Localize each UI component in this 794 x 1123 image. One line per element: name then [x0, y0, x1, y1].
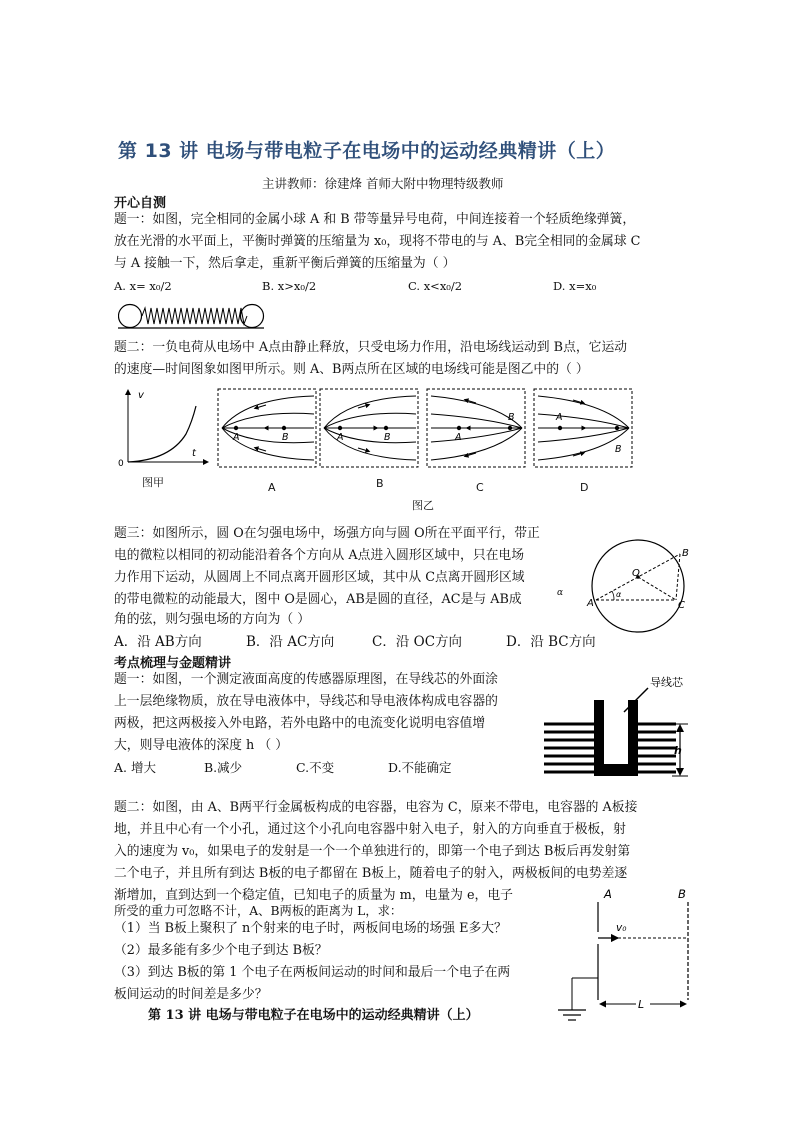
segment-oc: [638, 577, 676, 600]
q5-line-3: 入的速度为 v₀，如果电子的发射是一个一个单独进行的，即第一个电子到达 B板后再发射第: [114, 844, 631, 859]
q4-option-d: D.不能确定: [388, 760, 452, 775]
q1-option-d: D. x=x₀: [553, 279, 597, 293]
q2-line-1: 题二：一负电荷从电场中 A点由静止释放，只受电场力作用，沿电场线运动到 B点，它运动: [114, 340, 628, 355]
caption-jia: 图甲: [142, 476, 164, 489]
depth-label: h: [674, 744, 682, 757]
caption-yi: 图乙: [412, 499, 434, 512]
panel-label-d: D: [580, 481, 589, 494]
q5-line-9: （3）到达 B板的第 1 个电子在两板间运动的时间和最后一个电子在两: [114, 965, 511, 980]
panel-d: [534, 389, 632, 467]
insulated-core: [594, 700, 638, 776]
panel-c-point-a: A: [455, 432, 462, 443]
wire-core-label: 导线芯: [650, 676, 683, 689]
q4-option-c: C.不变: [296, 760, 335, 775]
q5-line-8: （2）最多能有多少个电子到达 B板？: [114, 943, 328, 958]
q3-option-b: B．沿 AC方向: [246, 634, 335, 650]
page-footer: 第 13 讲 电场与带电粒子在电场中的运动经典精讲（上）: [148, 1008, 479, 1023]
fig-label-a: A: [587, 598, 594, 609]
q1-line-2: 放在光滑的水平面上，平衡时弹簧的压缩量为 x₀，现将不带电的与 A、B完全相同的金属球 C: [114, 234, 641, 249]
v0-label: v₀: [616, 922, 627, 934]
section-heading-self-test: 开心自测: [114, 196, 167, 211]
distance-l-label: L: [638, 998, 645, 1011]
page-title: 第 13 讲 电场与带电粒子在电场中的运动经典精讲（上）: [118, 140, 616, 162]
q1-option-b: B. x>x₀/2: [262, 279, 317, 293]
q3-option-a: A．沿 AB方向: [114, 634, 202, 650]
panel-label-c: C: [476, 481, 484, 494]
plate-b-label: B: [678, 887, 686, 901]
section-heading-key-points: 考点梳理与金题精讲: [114, 656, 232, 671]
liquid-sensor-figure: [540, 670, 700, 782]
q3-line-1: 题三：如图所示，圆 O在匀强电场中，场强方向与圆 O所在平面平行，带正: [114, 526, 540, 541]
q5-line-4: 二个电子，并且所有到达 B板的电子都留在 B板上，随着电子的射入，两极板间的电势差逐: [114, 866, 628, 881]
q4-line-3: 两极，把这两极接入外电路，若外电路中的电流变化说明电容值增: [114, 716, 486, 731]
field-line-panels: [216, 388, 636, 470]
panel-c: [427, 389, 525, 467]
q1-option-c: C. x<x₀/2: [408, 279, 463, 293]
vt-curve: [128, 406, 196, 462]
spring-balls-figure: [118, 302, 268, 330]
lecturer-line: 主讲教师：徐建烽 首师大附中物理特级教师: [262, 176, 504, 191]
q5-line-10: 板间运动的时间差是多少？: [114, 987, 268, 1002]
q3-option-d: D．沿 BC方向: [506, 634, 596, 650]
q4-line-2: 上一层绝缘物质，放在导电液体中，导线芯和导电液体构成电容器的: [114, 694, 498, 709]
q4-line-1: 题一：如图，一个测定液面高度的传感器原理图，在导线芯的外面涂: [114, 672, 498, 687]
q3-alpha-inline: α: [557, 588, 564, 598]
q5-line-1: 题二：如图，由 A、B两平行金属板构成的电容器，电容为 C，原来不带电，电容器的 A板接: [114, 800, 638, 815]
fig-label-alpha: α: [616, 590, 622, 599]
panel-c-point-b: B: [508, 412, 515, 423]
panel-b-point-a: A: [337, 432, 344, 443]
q4-line-4: 大，则导电液体的深度 h （ ）: [114, 738, 289, 753]
origin-label: 0: [118, 459, 124, 469]
q5-line-7: （1）当 B板上聚积了 n个射来的电子时，两板间电场的场强 E多大？: [114, 921, 507, 936]
fig-label-b: B: [682, 548, 689, 559]
t-axis-label: t: [192, 448, 196, 459]
q3-line-2: 电的微粒以相同的初动能沿着各个方向从 A点进入圆形区域中，只在电场: [114, 548, 525, 563]
q5-line-5: 渐增加，直到达到一个稳定值，已知电子的质量为 m，电量为 e，电子: [114, 888, 513, 903]
vt-graph: [112, 386, 212, 470]
q3-option-c: C．沿 OC方向: [372, 634, 463, 650]
q1-option-a: A. x= x₀/2: [114, 279, 172, 293]
panel-a-point-b: B: [282, 432, 289, 443]
q5-line-2: 地，并且中心有一个小孔，通过这个小孔向电容器中射入电子，射入的方向垂直于极板，射: [114, 822, 626, 837]
panel-label-a: A: [268, 481, 276, 494]
ball-a: [119, 305, 142, 328]
q4-option-b: B.减少: [204, 760, 243, 775]
q2-line-2: 的速度—时间图象如图甲所示。则 A、B两点所在区域的电场线可能是图乙中的（ ）: [114, 362, 589, 377]
circle-figure: [586, 530, 696, 642]
panel-label-b: B: [376, 477, 384, 490]
panel-a-point-a: A: [233, 432, 240, 443]
panel-b-point-b: B: [384, 432, 391, 443]
panel-a: [218, 389, 316, 467]
panel-d-point-a: A: [556, 412, 563, 423]
spring: [142, 308, 247, 324]
q5-line-6: 所受的重力可忽略不计，A、B两板的距离为 L，求：: [114, 904, 403, 918]
q1-line-1: 题一：如图，完全相同的金属小球 A 和 B 带等量异号电荷，中间连接着一个轻质绝缘弹簧，: [114, 212, 636, 227]
panel-b: [320, 389, 418, 467]
q3-line-4: 的带电微粒的动能最大，图中 O是圆心，AB是圆的直径，AC是与 AB成: [114, 592, 522, 607]
panel-d-point-b: B: [615, 444, 622, 455]
q4-option-a: A. 增大: [114, 760, 156, 775]
v-axis-label: v: [138, 390, 144, 401]
q3-line-3: 力作用下运动，从圆周上不同点离开圆形区域，其中从 C点离开圆形区域: [114, 570, 525, 585]
fig-label-o: O: [632, 568, 640, 579]
parallel-plates-figure: [552, 882, 698, 1024]
plate-a-label: A: [604, 887, 612, 901]
q3-line-5: 角的弦，则匀强电场的方向为（ ）: [114, 612, 311, 627]
circle-o: [592, 540, 684, 632]
q1-line-3: 与 A 接触一下，然后拿走，重新平衡后弹簧的压缩量为（ ）: [114, 256, 456, 271]
fig-label-c: C: [678, 600, 685, 611]
